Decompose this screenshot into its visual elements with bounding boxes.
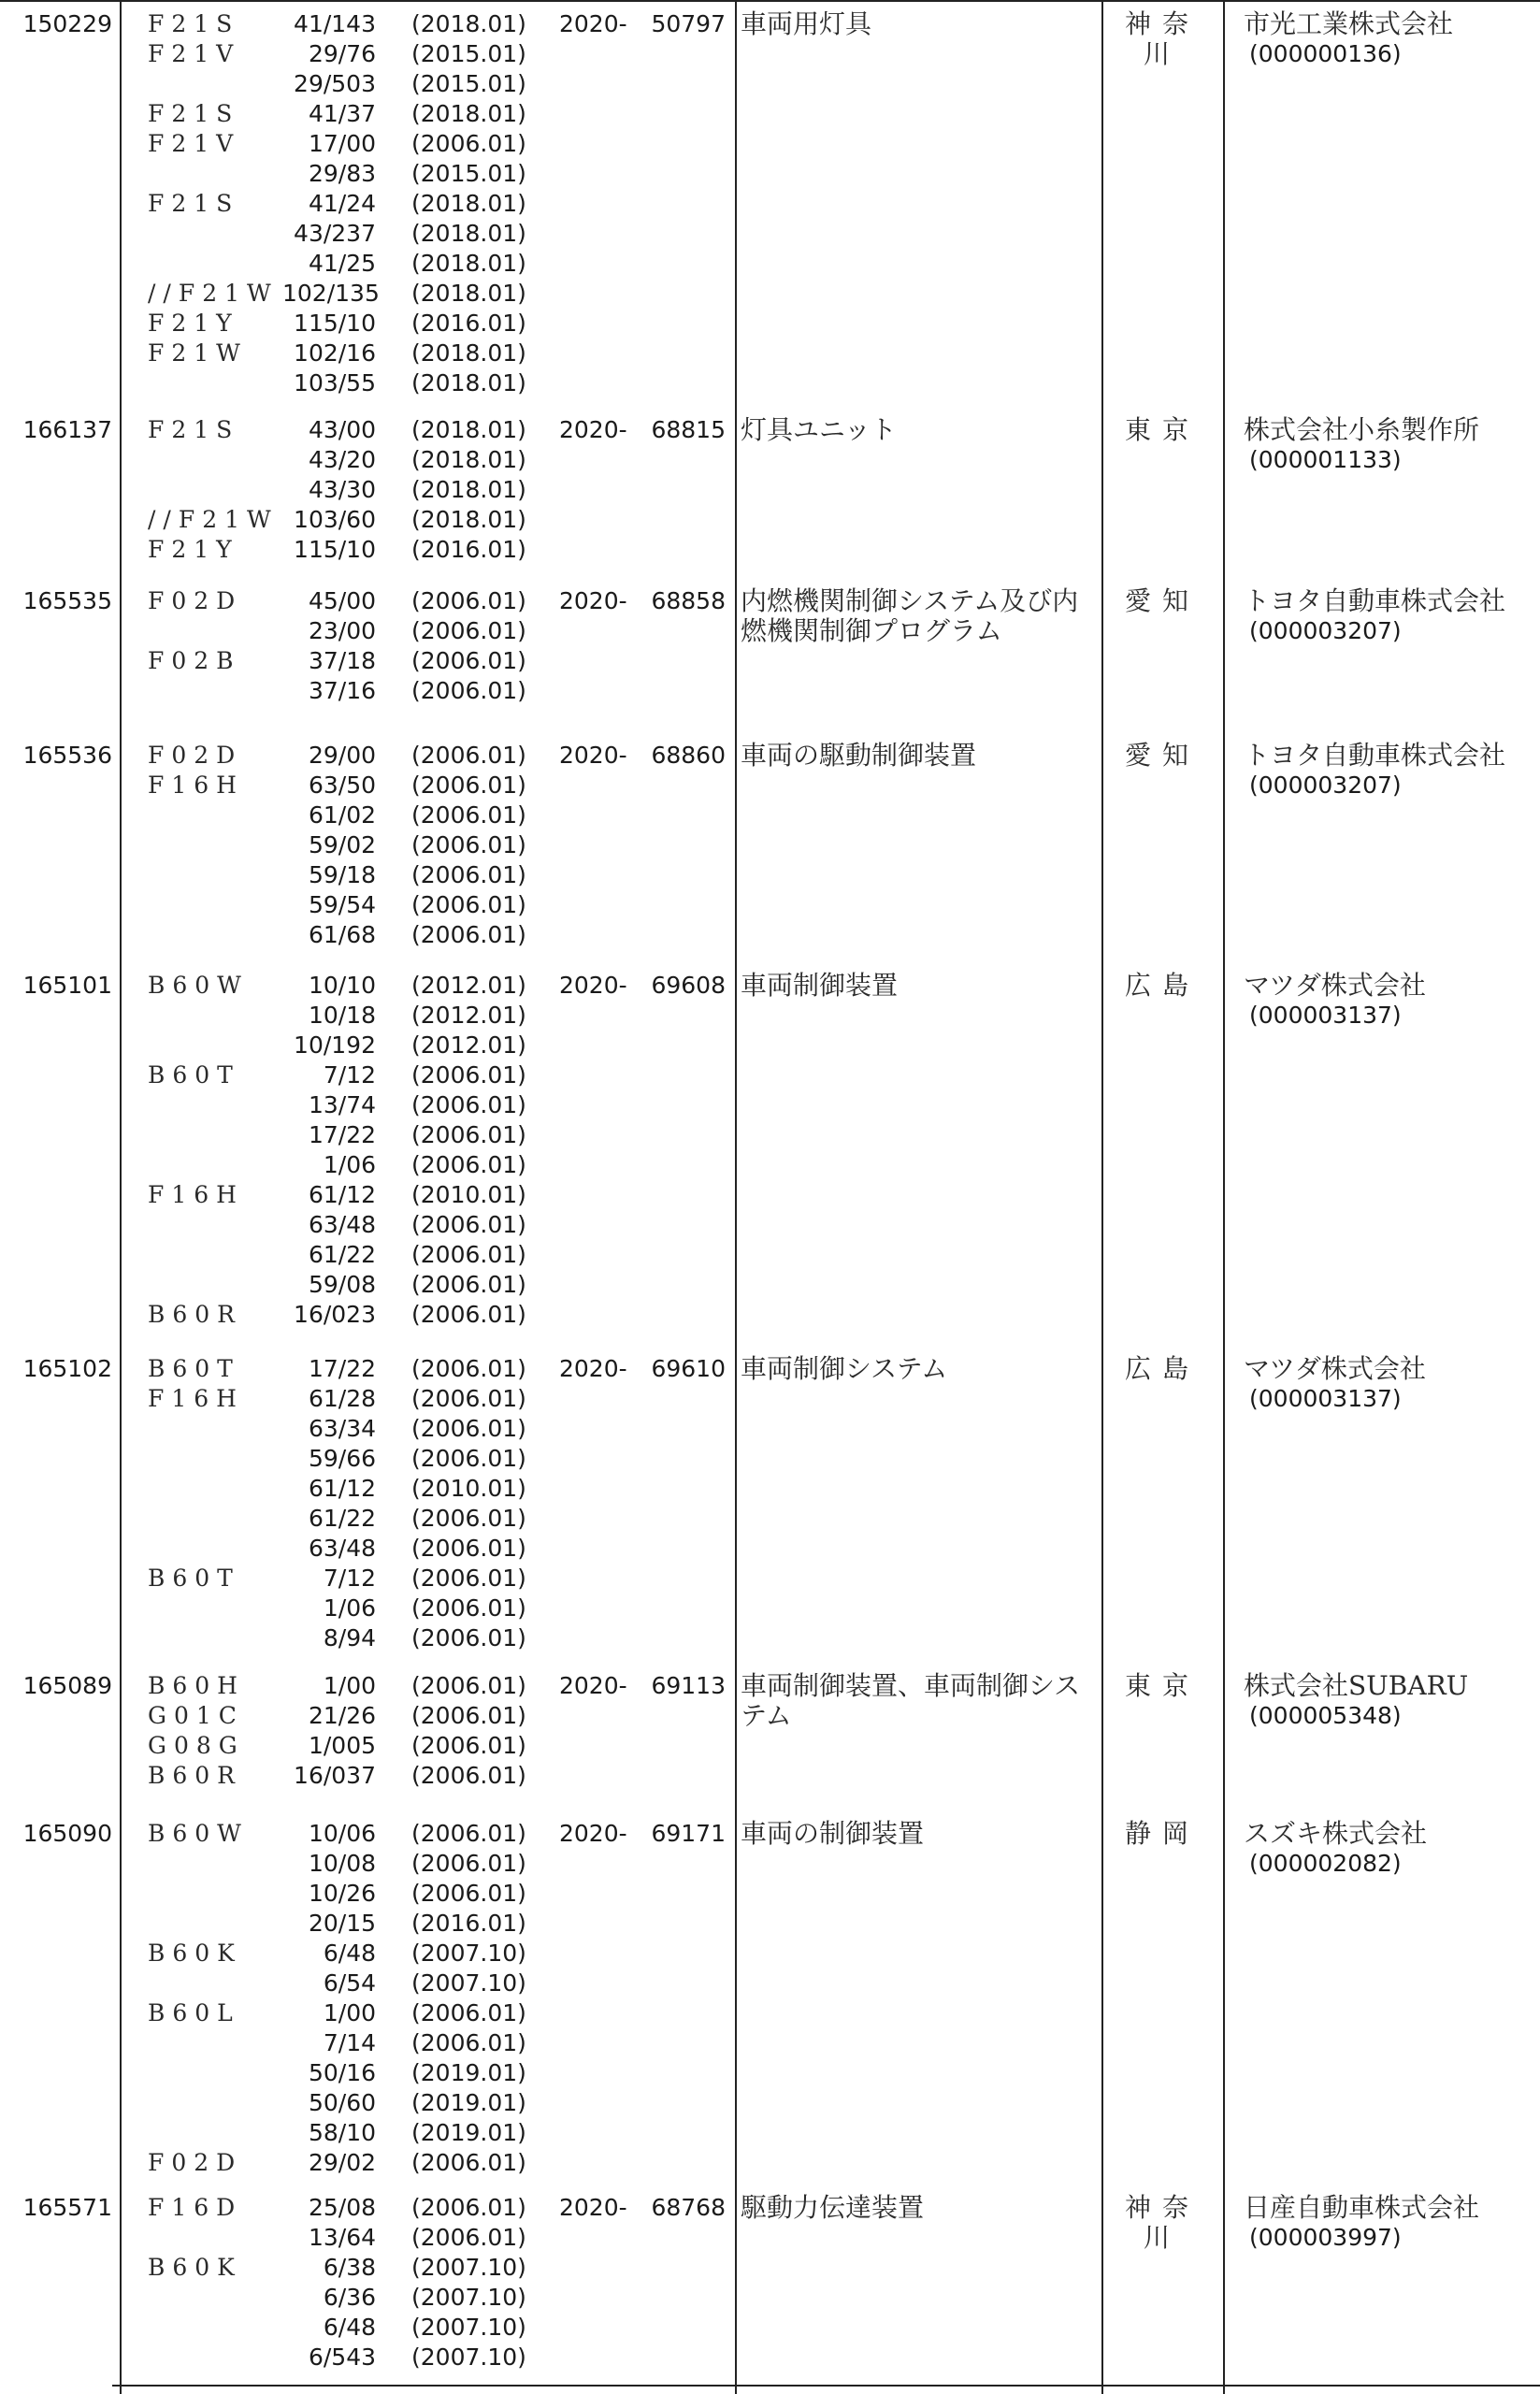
ipc-version: (2018.01) (411, 369, 526, 397)
ipc-group: 103/60 (294, 506, 376, 533)
ipc-group: 21/26 (308, 1702, 376, 1729)
ipc-version: (2007.10) (411, 2284, 526, 2311)
application-year: 2020- (559, 1355, 627, 1382)
ipc-subclass: F16H (148, 1181, 244, 1208)
ipc-version: (2006.01) (411, 1271, 526, 1298)
ipc-group: 10/08 (308, 1850, 376, 1877)
ipc-version: (2006.01) (411, 1594, 526, 1622)
ipc-group: 102/16 (294, 339, 376, 367)
ipc-group: 7/14 (323, 2029, 376, 2056)
applicant-company: 株式会社小糸製作所 (1244, 414, 1480, 445)
ipc-group: 59/02 (308, 831, 376, 858)
ipc-group: 1/00 (323, 1999, 376, 2026)
ipc-version: (2015.01) (411, 40, 526, 67)
ipc-subclass: F02D (148, 2149, 243, 2176)
ipc-version: (2018.01) (411, 280, 526, 307)
ipc-version: (2006.01) (411, 891, 526, 918)
applicant-company: トヨタ自動車株式会社 (1244, 585, 1506, 616)
applicant-company: 市光工業株式会社 (1244, 8, 1454, 39)
ipc-subclass: B60T (148, 1061, 240, 1089)
ipc-version: (2006.01) (411, 1385, 526, 1412)
ipc-subclass: F02B (148, 647, 241, 674)
applicant-company: マツダ株式会社 (1244, 970, 1426, 1001)
ipc-version: (2015.01) (411, 160, 526, 187)
ipc-group: 102/135 (282, 280, 380, 307)
ipc-subclass: B60H (148, 1672, 245, 1699)
ipc-group: 59/18 (308, 861, 376, 888)
ipc-group: 43/20 (308, 446, 376, 473)
applicant-prefecture: 東京 (1124, 1670, 1200, 1701)
applicant-code: (000001133) (1249, 446, 1402, 473)
ipc-subclass: F21V (148, 40, 241, 67)
ipc-group: 50/60 (308, 2089, 376, 2116)
ipc-subclass: //F21W (148, 506, 279, 533)
ipc-group: 59/66 (308, 1445, 376, 1472)
patent-entry (0, 1671, 1540, 1811)
ipc-subclass: F21S (148, 10, 240, 37)
entry-id: 165090 (22, 1820, 112, 1847)
application-year: 2020- (559, 1672, 627, 1699)
ipc-version: (2006.01) (411, 2029, 526, 2056)
patent-entry (0, 1354, 1540, 1674)
applicant-code: (000005348) (1249, 1702, 1402, 1729)
invention-title: 車両制御システム (741, 1353, 948, 1384)
ipc-version: (2006.01) (411, 861, 526, 888)
ipc-group: 6/48 (323, 2314, 376, 2341)
applicant-prefecture: 東京 (1124, 414, 1200, 445)
ipc-group: 61/68 (308, 921, 376, 948)
ipc-version: (2006.01) (411, 742, 526, 769)
ipc-subclass: F21S (148, 190, 240, 217)
applicant-prefecture: 広島 (1124, 1353, 1200, 1384)
ipc-version: (2018.01) (411, 100, 526, 127)
applicant-company: 株式会社SUBARU (1244, 1670, 1469, 1701)
application-year: 2020- (559, 742, 627, 769)
ipc-version: (2012.01) (411, 972, 526, 999)
ipc-version: (2018.01) (411, 250, 526, 277)
ipc-subclass: G01C (148, 1702, 244, 1729)
ipc-version: (2007.10) (411, 2254, 526, 2281)
ipc-group: 43/237 (294, 220, 376, 247)
ipc-version: (2010.01) (411, 1475, 526, 1502)
ipc-version: (2006.01) (411, 677, 526, 704)
ipc-subclass: B60L (148, 1999, 240, 2026)
applicant-code: (000003137) (1249, 1002, 1402, 1029)
ipc-subclass: B60R (148, 1301, 243, 1328)
invention-title: 灯具ユニット (741, 414, 897, 445)
ipc-version: (2006.01) (411, 2224, 526, 2251)
ipc-version: (2006.01) (411, 1624, 526, 1651)
entry-id: 150229 (22, 10, 112, 37)
ipc-group: 1/005 (308, 1732, 376, 1759)
ipc-version: (2006.01) (411, 772, 526, 799)
ipc-group: 16/023 (294, 1301, 376, 1328)
ipc-version: (2006.01) (411, 1211, 526, 1238)
ipc-version: (2006.01) (411, 1820, 526, 1847)
ipc-group: 6/48 (323, 1940, 376, 1967)
ipc-group: 63/34 (308, 1415, 376, 1442)
application-number: 69113 (651, 1672, 726, 1699)
applicant-prefecture: 広島 (1124, 970, 1200, 1001)
ipc-version: (2006.01) (411, 617, 526, 644)
ipc-group: 63/48 (308, 1535, 376, 1562)
ipc-subclass: //F21W (148, 280, 279, 307)
ipc-version: (2006.01) (411, 1672, 526, 1699)
ipc-group: 41/143 (294, 10, 376, 37)
applicant-code: (000000136) (1249, 40, 1402, 67)
invention-title: 内燃機関制御システム及び内燃機関制御プログラム (741, 585, 1079, 646)
ipc-version: (2010.01) (411, 1181, 526, 1208)
ipc-version: (2006.01) (411, 921, 526, 948)
application-year: 2020- (559, 2194, 627, 2221)
patent-entry (0, 9, 1540, 419)
invention-title: 車両の駆動制御装置 (741, 740, 977, 771)
applicant-code: (000003997) (1249, 2224, 1402, 2251)
invention-title: 駆動力伝達装置 (741, 2192, 925, 2223)
applicant-prefecture: 愛知 (1124, 585, 1200, 616)
ipc-version: (2006.01) (411, 587, 526, 614)
ipc-version: (2006.01) (411, 1999, 526, 2026)
ipc-group: 13/74 (308, 1091, 376, 1118)
ipc-group: 29/02 (308, 2149, 376, 2176)
ipc-group: 13/64 (308, 2224, 376, 2251)
ipc-group: 6/36 (323, 2284, 376, 2311)
ipc-version: (2007.10) (411, 2344, 526, 2371)
ipc-version: (2015.01) (411, 70, 526, 97)
patent-entry (0, 415, 1540, 585)
ipc-version: (2006.01) (411, 1301, 526, 1328)
ipc-subclass: F21S (148, 100, 240, 127)
ipc-group: 61/22 (308, 1241, 376, 1268)
ipc-group: 1/06 (323, 1151, 376, 1178)
ipc-group: 29/76 (308, 40, 376, 67)
ipc-subclass: B60K (148, 1940, 242, 1967)
invention-title: 車両の制御装置 (741, 1818, 925, 1849)
ipc-version: (2018.01) (411, 446, 526, 473)
applicant-prefecture: 神奈川 (1124, 2192, 1200, 2253)
ipc-version: (2006.01) (411, 1091, 526, 1118)
ipc-group: 17/22 (308, 1121, 376, 1148)
ipc-subclass: F21V (148, 130, 241, 157)
application-year: 2020- (559, 972, 627, 999)
ipc-version: (2018.01) (411, 10, 526, 37)
ipc-group: 25/08 (308, 2194, 376, 2221)
ipc-group: 61/02 (308, 801, 376, 829)
ipc-group: 1/00 (323, 1672, 376, 1699)
ipc-version: (2006.01) (411, 1151, 526, 1178)
ipc-subclass: F21Y (148, 310, 239, 337)
ipc-version: (2006.01) (411, 2194, 526, 2221)
ipc-group: 61/12 (308, 1475, 376, 1502)
ipc-subclass: F16D (148, 2194, 243, 2221)
application-number: 69171 (651, 1820, 726, 1847)
ipc-version: (2019.01) (411, 2059, 526, 2086)
ipc-subclass: G08G (148, 1732, 245, 1759)
ipc-version: (2006.01) (411, 2149, 526, 2176)
patent-entry (0, 2193, 1540, 2393)
ipc-group: 1/06 (323, 1594, 376, 1622)
ipc-version: (2012.01) (411, 1031, 526, 1059)
application-year: 2020- (559, 416, 627, 443)
applicant-company: トヨタ自動車株式会社 (1244, 740, 1506, 771)
ipc-group: 6/38 (323, 2254, 376, 2281)
ipc-version: (2018.01) (411, 190, 526, 217)
applicant-prefecture: 神奈川 (1124, 8, 1200, 69)
entry-id: 165535 (22, 587, 112, 614)
ipc-group: 103/55 (294, 369, 376, 397)
application-year: 2020- (559, 1820, 627, 1847)
applicant-code: (000003137) (1249, 1385, 1402, 1412)
ipc-group: 45/00 (308, 587, 376, 614)
ipc-group: 7/12 (323, 1061, 376, 1089)
ipc-group: 37/16 (308, 677, 376, 704)
ipc-version: (2019.01) (411, 2089, 526, 2116)
ipc-version: (2006.01) (411, 1702, 526, 1729)
ipc-subclass: B60W (148, 1820, 249, 1847)
application-number: 68860 (651, 742, 726, 769)
application-number: 68768 (651, 2194, 726, 2221)
ipc-group: 61/12 (308, 1181, 376, 1208)
ipc-version: (2007.10) (411, 1969, 526, 1997)
invention-title: 車両用灯具 (741, 8, 872, 39)
ipc-version: (2019.01) (411, 2119, 526, 2146)
top-rule (0, 0, 1540, 2)
ipc-subclass: F02D (148, 587, 243, 614)
ipc-version: (2006.01) (411, 1762, 526, 1789)
entry-id: 165102 (22, 1355, 112, 1382)
ipc-group: 20/15 (308, 1910, 376, 1937)
ipc-version: (2016.01) (411, 536, 526, 563)
ipc-group: 41/37 (308, 100, 376, 127)
application-number: 68815 (651, 416, 726, 443)
ipc-group: 17/22 (308, 1355, 376, 1382)
ipc-group: 115/10 (294, 536, 376, 563)
entry-id: 166137 (22, 416, 112, 443)
ipc-group: 29/503 (294, 70, 376, 97)
ipc-group: 43/00 (308, 416, 376, 443)
applicant-code: (000003207) (1249, 617, 1402, 644)
entry-id: 165089 (22, 1672, 112, 1699)
ipc-group: 8/94 (323, 1624, 376, 1651)
application-year: 2020- (559, 10, 627, 37)
ipc-group: 10/26 (308, 1880, 376, 1907)
ipc-group: 61/22 (308, 1505, 376, 1532)
application-number: 68858 (651, 587, 726, 614)
ipc-version: (2018.01) (411, 506, 526, 533)
ipc-group: 10/18 (308, 1002, 376, 1029)
ipc-version: (2006.01) (411, 130, 526, 157)
ipc-version: (2006.01) (411, 1355, 526, 1382)
applicant-prefecture: 愛知 (1124, 740, 1200, 771)
ipc-group: 29/00 (308, 742, 376, 769)
ipc-group: 10/06 (308, 1820, 376, 1847)
entry-id: 165536 (22, 742, 112, 769)
ipc-group: 61/28 (308, 1385, 376, 1412)
ipc-version: (2006.01) (411, 1732, 526, 1759)
ipc-group: 63/50 (308, 772, 376, 799)
ipc-subclass: B60T (148, 1355, 240, 1382)
patent-entry (0, 741, 1540, 971)
ipc-version: (2006.01) (411, 1535, 526, 1562)
ipc-subclass: B60T (148, 1565, 240, 1592)
ipc-group: 17/00 (308, 130, 376, 157)
application-number: 69610 (651, 1355, 726, 1382)
ipc-group: 29/83 (308, 160, 376, 187)
ipc-subclass: F21S (148, 416, 240, 443)
ipc-subclass: F16H (148, 772, 244, 799)
ipc-group: 43/30 (308, 476, 376, 503)
ipc-group: 63/48 (308, 1211, 376, 1238)
ipc-subclass: B60W (148, 972, 249, 999)
ipc-version: (2006.01) (411, 647, 526, 674)
ipc-subclass: F21Y (148, 536, 239, 563)
applicant-company: マツダ株式会社 (1244, 1353, 1426, 1384)
ipc-group: 23/00 (308, 617, 376, 644)
ipc-version: (2006.01) (411, 801, 526, 829)
ipc-version: (2006.01) (411, 1880, 526, 1907)
ipc-group: 115/10 (294, 310, 376, 337)
patent-entry (0, 1819, 1540, 2199)
ipc-version: (2007.10) (411, 2314, 526, 2341)
ipc-version: (2018.01) (411, 339, 526, 367)
ipc-version: (2006.01) (411, 1241, 526, 1268)
ipc-version: (2006.01) (411, 1565, 526, 1592)
ipc-group: 10/10 (308, 972, 376, 999)
ipc-group: 50/16 (308, 2059, 376, 2086)
ipc-subclass: F02D (148, 742, 243, 769)
ipc-version: (2007.10) (411, 1940, 526, 1967)
application-number: 69608 (651, 972, 726, 999)
applicant-company: スズキ株式会社 (1244, 1818, 1428, 1849)
entry-id: 165571 (22, 2194, 112, 2221)
ipc-group: 41/24 (308, 190, 376, 217)
ipc-group: 6/543 (308, 2344, 376, 2371)
ipc-version: (2018.01) (411, 416, 526, 443)
ipc-version: (2006.01) (411, 1445, 526, 1472)
ipc-group: 41/25 (308, 250, 376, 277)
ipc-version: (2006.01) (411, 831, 526, 858)
invention-title: 車両制御装置、車両制御システム (741, 1670, 1081, 1731)
ipc-version: (2006.01) (411, 1415, 526, 1442)
ipc-version: (2018.01) (411, 220, 526, 247)
applicant-company: 日産自動車株式会社 (1244, 2192, 1480, 2223)
ipc-group: 6/54 (323, 1969, 376, 1997)
ipc-version: (2018.01) (411, 476, 526, 503)
applicant-code: (000002082) (1249, 1850, 1402, 1877)
ipc-subclass: F16H (148, 1385, 244, 1412)
ipc-version: (2012.01) (411, 1002, 526, 1029)
ipc-version: (2016.01) (411, 310, 526, 337)
ipc-group: 59/54 (308, 891, 376, 918)
applicant-prefecture: 静岡 (1124, 1818, 1200, 1849)
ipc-subclass: B60R (148, 1762, 243, 1789)
patent-entry (0, 586, 1540, 727)
patent-entry (0, 971, 1540, 1350)
ipc-version: (2006.01) (411, 1121, 526, 1148)
ipc-group: 16/037 (294, 1762, 376, 1789)
ipc-group: 7/12 (323, 1565, 376, 1592)
entry-id: 165101 (22, 972, 112, 999)
ipc-version: (2016.01) (411, 1910, 526, 1937)
ipc-version: (2006.01) (411, 1850, 526, 1877)
ipc-version: (2006.01) (411, 1061, 526, 1089)
application-number: 50797 (651, 10, 726, 37)
ipc-group: 37/18 (308, 647, 376, 674)
invention-title: 車両制御装置 (741, 970, 899, 1001)
ipc-group: 10/192 (294, 1031, 376, 1059)
applicant-code: (000003207) (1249, 772, 1402, 799)
ipc-group: 58/10 (308, 2119, 376, 2146)
ipc-subclass: F21W (148, 339, 248, 367)
application-year: 2020- (559, 587, 627, 614)
ipc-group: 59/08 (308, 1271, 376, 1298)
ipc-version: (2006.01) (411, 1505, 526, 1532)
ipc-subclass: B60K (148, 2254, 242, 2281)
